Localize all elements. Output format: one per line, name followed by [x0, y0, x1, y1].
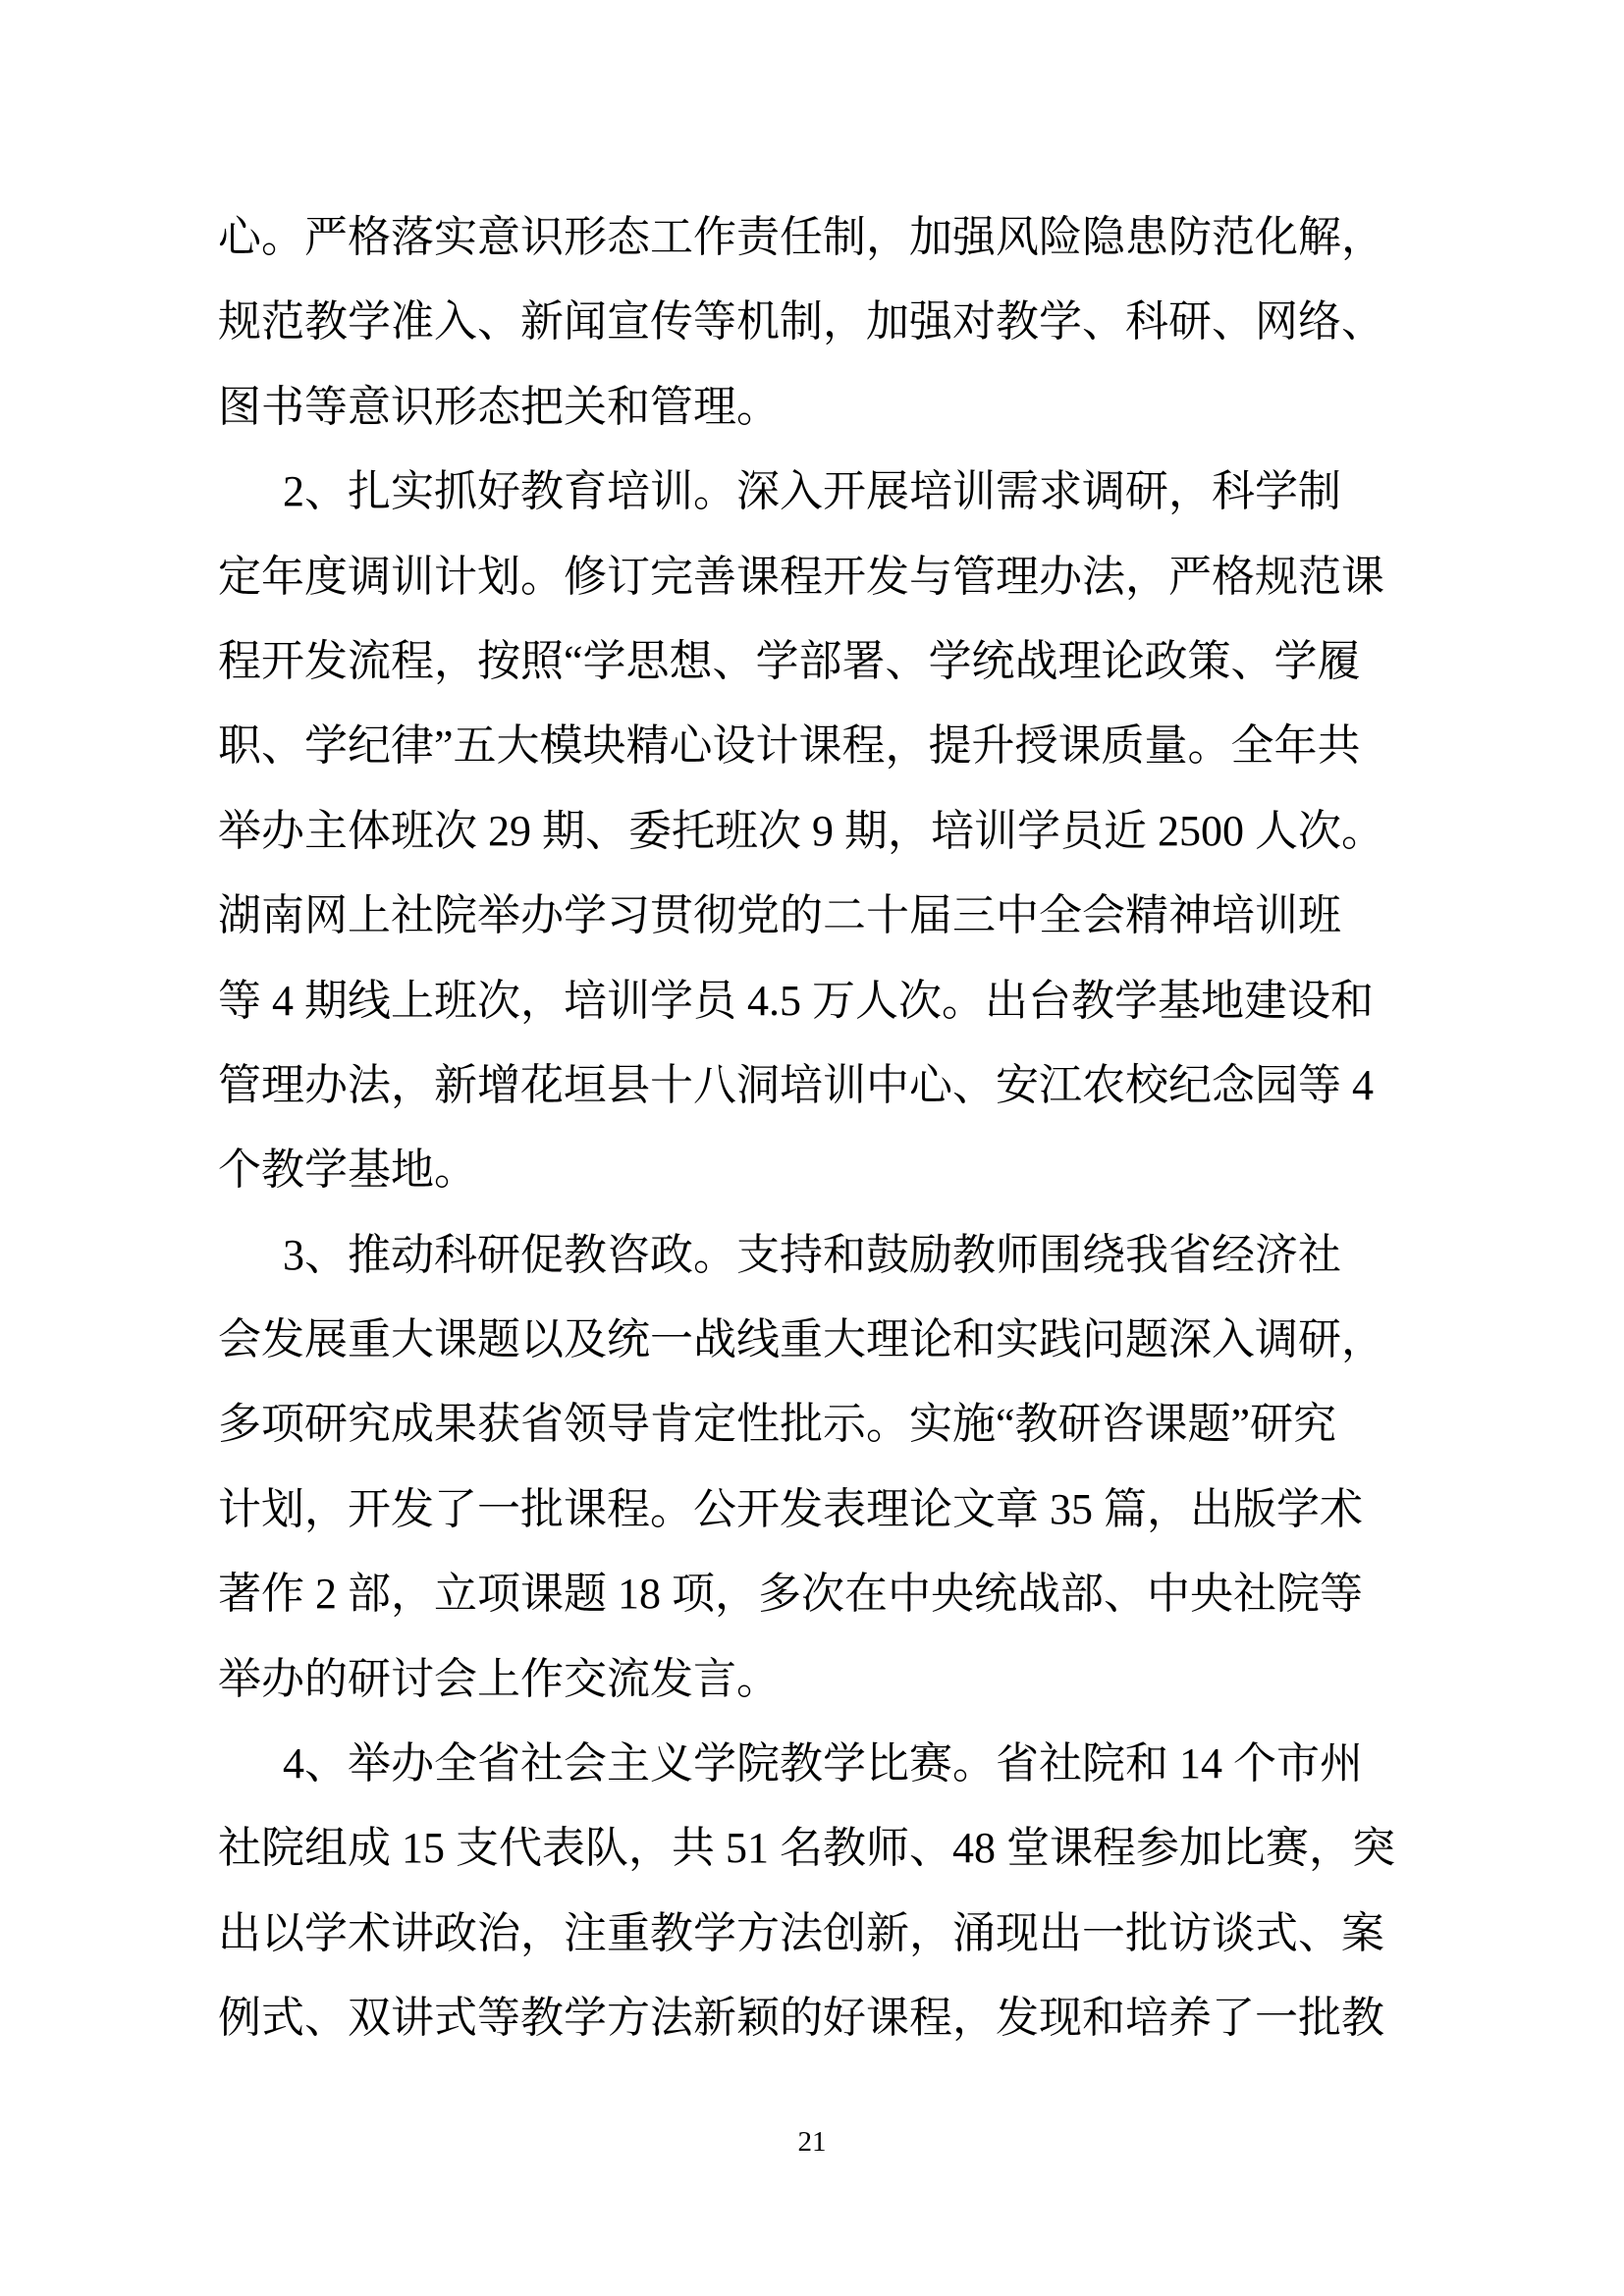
text-line: 举办的研讨会上作交流发言。	[218, 1654, 780, 1703]
text-line: 等 4 期线上班次，培训学员 4.5 万人次。出台教学基地建设和	[218, 976, 1374, 1025]
text-line: 4、举办全省社会主义学院教学比赛。省社院和 14 个市州	[283, 1739, 1363, 1789]
text-line: 著作 2 部，立项课题 18 项，多次在中央统战部、中央社院等	[218, 1570, 1363, 1619]
text-line: 职、学纪律”五大模块精心设计课程，提升授课质量。全年共	[218, 721, 1361, 771]
text-line: 心。严格落实意识形态工作责任制，加强风险隐患防范化解，	[218, 213, 1384, 261]
text-line: 湖南网上社院举办学习贯彻党的二十届三中全会精神培训班	[218, 891, 1341, 940]
text-line: 社院组成 15 支代表队，共 51 名教师、48 堂课程参加比赛，突	[218, 1824, 1395, 1873]
text-line: 个教学基地。	[218, 1146, 477, 1195]
text-line: 2、扎实抓好教育培训。深入开展培训需求调研，科学制	[283, 467, 1341, 516]
text-line: 程开发流程，按照“学思想、学部署、学统战理论政策、学履	[218, 636, 1361, 685]
text-line: 定年度调训计划。修订完善课程开发与管理办法，严格规范课	[218, 552, 1384, 601]
text-line: 计划，开发了一批课程。公开发表理论文章 35 篇，出版学术	[218, 1484, 1363, 1533]
text-line: 例式、双讲式等教学方法新颖的好课程，发现和培养了一批教	[218, 1994, 1384, 2043]
text-line: 出以学术讲政治，注重教学方法创新，涌现出一批访谈式、案	[218, 1908, 1384, 1957]
text-line: 规范教学准入、新闻宣传等机制，加强对教学、科研、网络、	[218, 297, 1384, 347]
text-line: 多项研究成果获省领导肯定性批示。实施“教研咨课题”研究	[218, 1400, 1337, 1449]
text-line: 举办主体班次 29 期、委托班次 9 期，培训学员近 2500 人次。	[218, 806, 1384, 855]
text-line: 3、推动科研促教咨政。支持和鼓励教师围绕我省经济社	[283, 1230, 1341, 1279]
document-body	[218, 195, 1411, 2061]
text-line: 会发展重大课题以及统一战线重大理论和实践问题深入调研，	[218, 1315, 1384, 1364]
page-number: 21	[797, 2126, 827, 2158]
text-line: 管理办法，新增花垣县十八洞培训中心、安江农校纪念园等 4	[218, 1060, 1374, 1109]
text-line: 图书等意识形态把关和管理。	[218, 382, 780, 431]
